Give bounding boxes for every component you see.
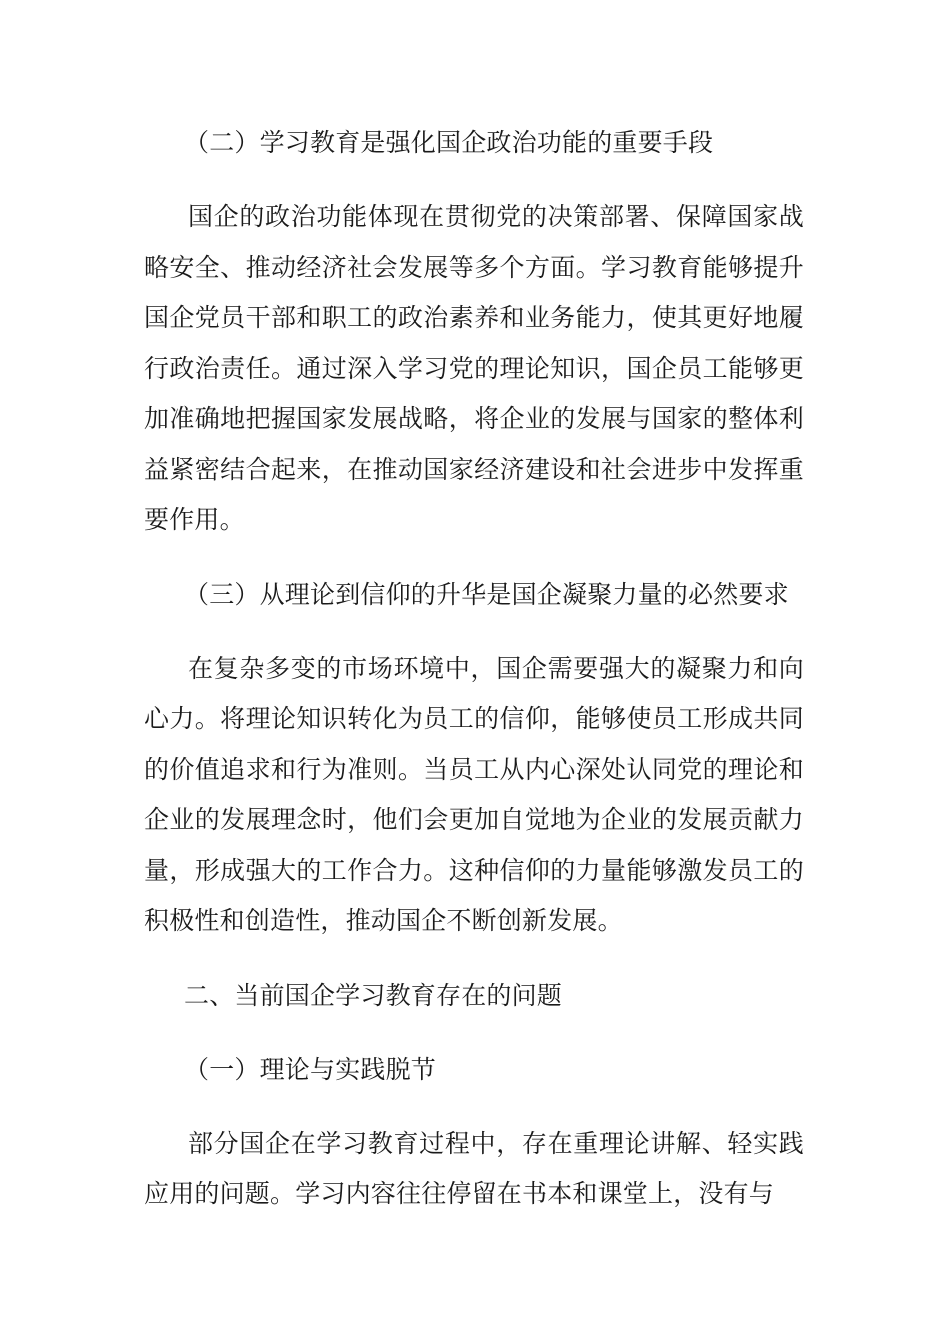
- section-heading-3: （三）从理论到信仰的升华是国企凝聚力量的必然要求: [184, 579, 789, 609]
- section-heading-2: （二）学习教育是强化国企政治功能的重要手段: [184, 128, 714, 157]
- document-page: [144, 118, 804, 1244]
- paragraph-political-function: 国企的政治功能体现在贯彻党的决策部署、保障国家战略安全、推动经济社会发展等多个方面。学习教育能够提升国企党员干部和职工的政治素养和业务能力，使其更好地履行政治责任。通过深入学习党的理论知识，国企员工能够更加准确地把握国家发展战略，将企业的发展与国家的整体利益紧密结合起来，在推动国家经济建设和社会进步中发挥重要作用。: [144, 202, 804, 534]
- paragraph-theory-practice: 部分国企在学习教育过程中，存在重理论讲解、轻实践应用的问题。学习内容往往停留在书本和课堂上，没有与: [144, 1128, 804, 1208]
- paragraph-cohesion: 在复杂多变的市场环境中，国企需要强大的凝聚力和向心力。将理论知识转化为员工的信仰，能够使员工形成共同的价值追求和行为准则。当员工从内心深处认同党的理论和企业的发展理念时，他们会更加自觉地为企业的发展贡献力量，形成强大的工作合力。这种信仰的力量能够激发员工的积极性和创造性，推动国企不断创新发展。: [144, 653, 804, 935]
- chapter-heading-problems: 二、当前国企学习教育存在的问题: [184, 980, 563, 1010]
- section-heading-1: （一）理论与实践脱节: [184, 1054, 437, 1084]
